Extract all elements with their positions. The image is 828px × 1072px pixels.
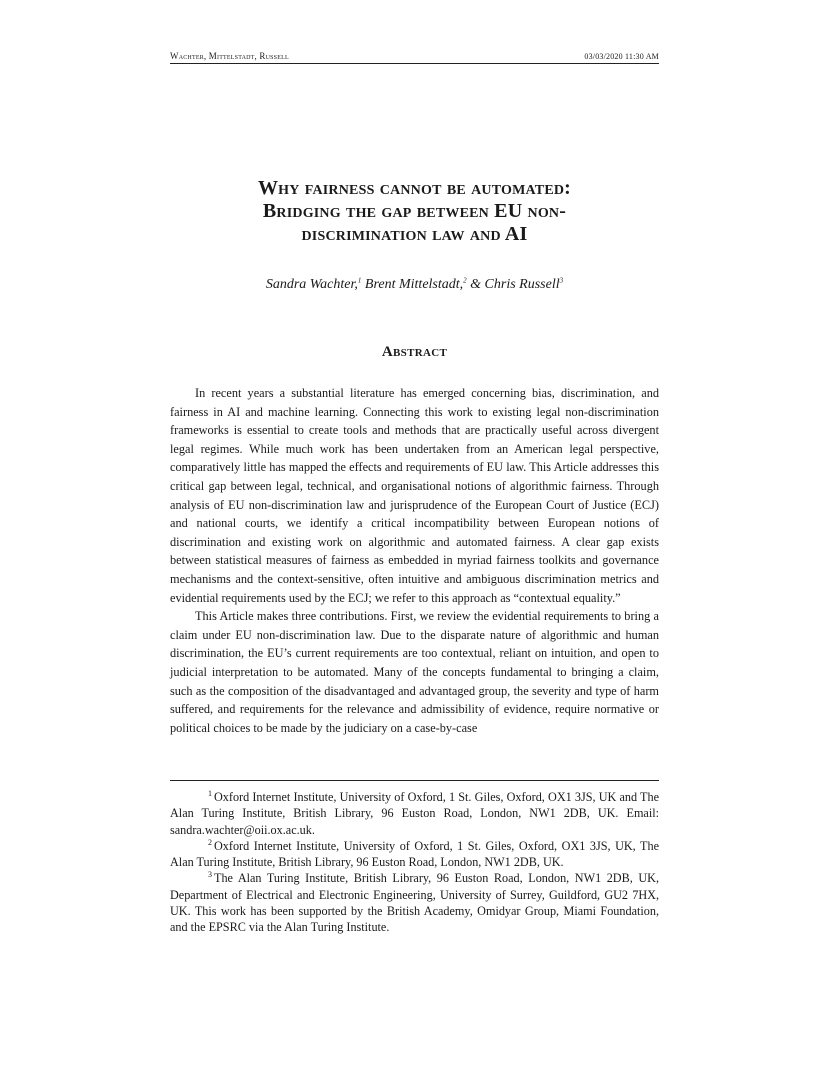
running-header (170, 51, 659, 64)
header-timestamp: 03/03/2020 11:30 AM (584, 52, 659, 61)
footnotes (170, 789, 659, 936)
author-2: Brent Mittelstadt, (361, 277, 464, 292)
footnote-2-mark: 2 (208, 837, 212, 847)
title-line-1: Why fairness cannot be automated: (257, 177, 572, 199)
author-2-footnote-mark[interactable]: 2 (463, 276, 467, 285)
author-3: & Chris Russell (466, 277, 560, 292)
title-line-2: Bridging the gap between EU non- (262, 200, 567, 222)
author-3-footnote-mark[interactable]: 3 (559, 276, 564, 285)
paper-title (170, 177, 659, 246)
footnote-3 (170, 870, 659, 935)
abstract-paragraph-1: In recent years a substantial literature has emerged concerning bias, discrimination, and fairness in AI and machine learning. Connecting this work to existing legal non-discrimination frameworks is essential to create tools and methods that are practically useful across divergent legal regimes. While much work has been undertaken from an American legal perspective, comparatively little has mapped the effects and requirements of EU law. This Article addresses this critical gap between legal, technical, and organisational notions of algorithmic fairness. Through analysis of EU non-discrimination law and jurisprudence of the European Court of Justice (ECJ) and national courts, we identify a critical incompatibility between European notions of discrimination and existing work on algorithmic and automated fairness. A clear gap exists between statistical measures of fairness as embedded in myriad fairness toolkits and governance mechanisms and the context-sensitive, often intuitive and ambiguous discrimination metrics and evidential requirements used by the ECJ; we refer to this approach as “contextual equality.” (170, 386, 659, 605)
header-rule (170, 63, 659, 64)
abstract-body (170, 384, 659, 737)
footnote-1-text: Oxford Internet Institute, University of Oxford, 1 St. Giles, Oxford, OX1 3JS, UK and The Alan Turing Institute, British Library, 96 Euston Road, London, NW1 2DB, UK. Email: sandra.wachter@oii.ox.ac.uk. (170, 790, 659, 837)
footnote-2-text: Oxford Internet Institute, University of Oxford, 1 St. Giles, Oxford, OX1 3JS, UK, The Alan Turing Institute, British Library, 96 Euston Road, London, NW1 2DB, UK. (170, 838, 659, 870)
abstract-heading: Abstract (381, 344, 448, 360)
footnote-3-text: The Alan Turing Institute, British Library, 96 Euston Road, London, NW1 2DB, UK, Department of Electrical and Electronic Engineering, University of Surrey, Guildford, GU2 7HX, UK. This work has been supported by the British Academy, Omidyar Group, Miami Foundation, and the EPSRC via the Alan Turing Institute. (170, 871, 659, 935)
author-1: Sandra Wachter, (265, 277, 358, 292)
footnote-1 (170, 789, 659, 838)
footnote-1-mark: 1 (208, 788, 212, 798)
author-line (170, 277, 659, 293)
author-1-footnote-mark[interactable]: 1 (357, 276, 362, 285)
running-head-authors: Wachter, Mittelstadt, Russell (170, 51, 289, 61)
footnote-rule (170, 780, 659, 781)
title-line-3: discrimination law and AI (301, 223, 528, 245)
footnote-2 (170, 838, 659, 871)
abstract-paragraph-2: This Article makes three contributions. First, we review the evidential requirements to bring a claim under EU non-discrimination law. Due to the disparate nature of algorithmic and human discrimination, the EU’s current requirements are too contextual, reliant on intuition, and open to judicial interpretation to be automated. Many of the concepts fundamental to bringing a claim, such as the composition of the disadvantaged and advantaged group, the severity and type of harm suffered, and requirements for the relevance and admissibility of evidence, require normative or political choices to be made by the judiciary on a case-by-case (170, 609, 659, 735)
footnote-3-mark: 3 (208, 870, 212, 880)
